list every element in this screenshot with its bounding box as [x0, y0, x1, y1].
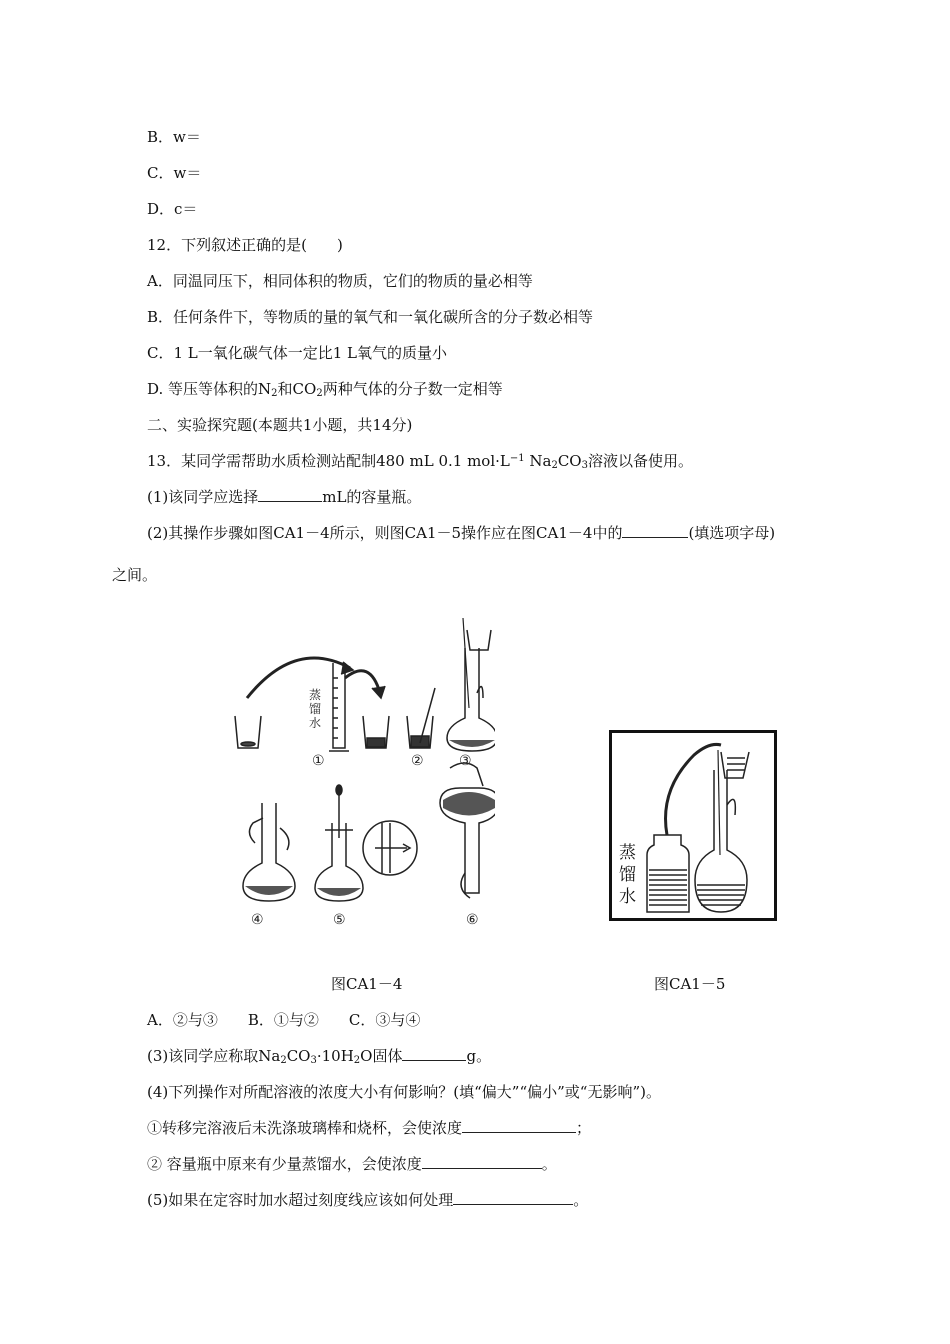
water-label: 馏	[619, 865, 636, 885]
figure-ca1-4	[225, 618, 495, 938]
q13-part4: (4)下列操作对所配溶液的浓度大小有何影响？(填“偏大”“偏小”或“无影响”)。	[147, 1083, 661, 1101]
q13-part4-item1: ①转移完溶液后未洗涤玻璃棒和烧杯，会使浓度 ；	[147, 1119, 592, 1137]
q13-choices: A．②与③ B．①与② C．③与④	[147, 1011, 421, 1029]
figure-ca1-5-caption: 图CA1－5	[654, 975, 726, 993]
water-label: 蒸	[619, 843, 636, 863]
graduated-cylinder-icon	[333, 663, 345, 748]
q13-part1: (1)该同学应选择 mL的容量瓶。	[147, 488, 422, 506]
q12-option-b: B．任何条件下，等物质的量的氧气和一氧化碳所含的分子数必相等	[147, 308, 594, 326]
q11-option-b: B．w＝	[147, 128, 201, 146]
q13-part2-cont: 之间。	[112, 566, 158, 584]
q12-option-a: A．同温同压下，相同体积的物质，它们的物质的量必相等	[147, 272, 533, 290]
step-label: ②	[411, 753, 424, 769]
figure-ca1-5	[609, 730, 777, 922]
water-label: 水	[619, 887, 636, 907]
q12-option-c: C．1 L一氧化碳气体一定比1 L氧气的质量小	[147, 344, 448, 362]
answer-blank[interactable]	[258, 487, 322, 502]
glass-rod-icon	[420, 688, 435, 743]
step-label: ⑤	[333, 912, 346, 928]
section-heading: 二、实验探究题(本题共1小题，共14分)	[147, 416, 413, 434]
step-label: ①	[312, 753, 325, 769]
q11-option-d: D．c＝	[147, 200, 198, 218]
answer-blank[interactable]	[402, 1046, 466, 1061]
q13-part4-item2: ② 容量瓶中原来有少量蒸馏水，会使浓度 。	[147, 1155, 557, 1173]
beaker-icon	[467, 630, 491, 650]
water-label: 蒸	[309, 688, 322, 702]
answer-blank[interactable]	[422, 1154, 542, 1169]
water-label: 水	[309, 716, 322, 730]
answer-blank[interactable]	[462, 1118, 576, 1133]
figure-ca1-4-caption: 图CA1－4	[331, 975, 403, 993]
q13-stem: 13．某同学需帮助水质检测站配制480 mL 0.1 $mol\cdot L^{-1}$ $Na_2CO_3$溶液以备使用。	[147, 452, 693, 471]
q11-option-c: C．w＝	[147, 164, 202, 182]
answer-blank[interactable]	[622, 523, 688, 538]
water-label: 馏	[309, 702, 322, 716]
step-label: ④	[251, 912, 264, 928]
step-label: ⑥	[466, 912, 479, 928]
q12-option-d: D. 等压等体积的$N_2$和$CO_2$两种气体的分子数一定相等	[147, 380, 503, 399]
q13-part5: (5)如果在定容时加水超过刻度线应该如何处理 。	[147, 1191, 589, 1209]
q12-stem: 12．下列叙述正确的是( )	[147, 236, 343, 254]
volumetric-flask-icon	[447, 648, 495, 751]
q13-part2: (2)其操作步骤如图CA1－4所示，则图CA1－5操作应在图CA1－4中的 (填选项字母)	[147, 524, 776, 542]
q13-part3: (3)该同学应称取$Na_2CO_3\cdot 10H_2O$固体 g。	[147, 1047, 492, 1066]
answer-blank[interactable]	[453, 1190, 573, 1205]
step-label: ③	[459, 753, 472, 769]
